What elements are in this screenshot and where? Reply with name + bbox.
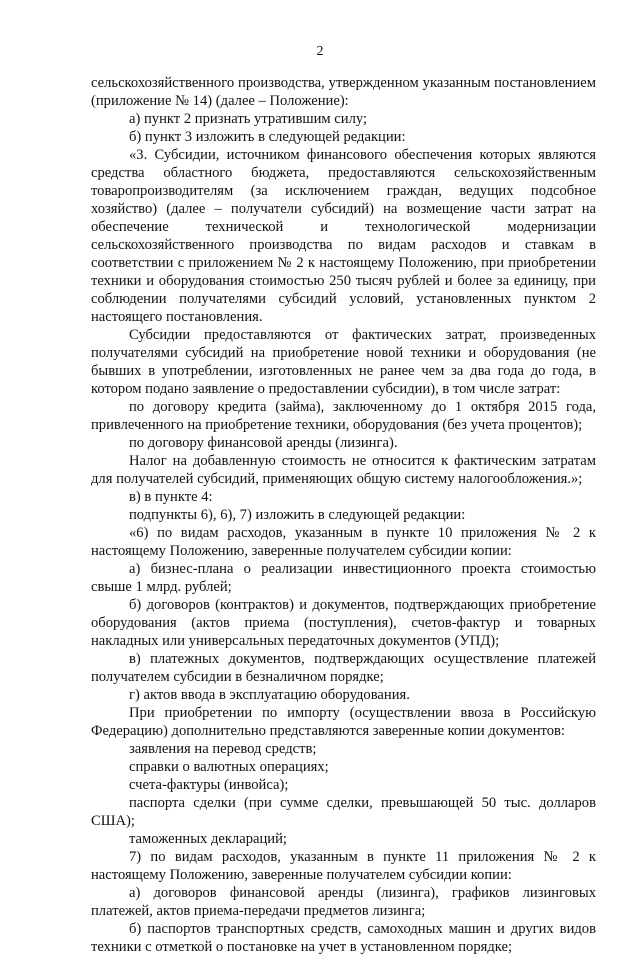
paragraph: б) договоров (контрактов) и документов, подтверждающих приобретение оборудования (актов приема (поступления), счетов-фактур и товарных накладных или универсальных передаточных документов (УПД); bbox=[91, 597, 596, 649]
paragraph: в) платежных документов, подтверждающих осуществление платежей получателем субсидии в безналичном порядке; bbox=[91, 651, 596, 685]
paragraph: Субсидии предоставляются от фактических затрат, произведенных получателями субсидий на приобретение новой техники и оборудования (не бывших в употреблении, изготовленных не ранее чем за два года до года, в котором подано заявление о предоставлении субсидии), в том числе затрат: bbox=[91, 327, 596, 397]
paragraph: справки о валютных операциях; bbox=[129, 759, 329, 775]
paragraph: по договору кредита (займа), заключенному до 1 октября 2015 года, привлеченного на приобретение техники, оборудования (без учета процентов); bbox=[91, 399, 596, 433]
paragraph: а) договоров финансовой аренды (лизинга), графиков лизинговых платежей, актов приема-передачи предметов лизинга; bbox=[91, 885, 596, 919]
paragraph: 7) по видам расходов, указанным в пункте 11 приложения № 2 к настоящему Положению, заверенные получателем субсидии копии: bbox=[91, 849, 596, 883]
paragraph: б) паспортов транспортных средств, самоходных машин и других видов техники с отметкой о постановке на учет в установленном порядке; bbox=[91, 921, 596, 955]
paragraph: в) в пункте 4: bbox=[129, 489, 213, 505]
paragraph: заявления на перевод средств; bbox=[129, 741, 317, 757]
paragraph: а) пункт 2 признать утратившим силу; bbox=[129, 111, 368, 127]
paragraph: «6) по видам расходов, указанным в пункте 10 приложения № 2 к настоящему Положению, заверенные получателем субсидии копии: bbox=[91, 525, 596, 559]
page-number: 2 bbox=[316, 44, 324, 59]
paragraph: При приобретении по импорту (осуществлении ввоза в Российскую Федерацию) дополнительно представляются заверенные копии документов: bbox=[91, 705, 596, 739]
paragraph: паспорта сделки (при сумме сделки, превышающей 50 тыс. долларов США); bbox=[91, 795, 596, 829]
paragraph: сельскохозяйственного производства, утвержденном указанным постановлением (приложение № 14) (далее – Положение): bbox=[91, 75, 596, 109]
paragraph: б) пункт 3 изложить в следующей редакции: bbox=[129, 129, 406, 145]
paragraph: по договору финансовой аренды (лизинга). bbox=[129, 435, 398, 451]
paragraph: подпункты 6), 6), 7) изложить в следующей редакции: bbox=[129, 507, 466, 523]
paragraph: счета-фактуры (инвойса); bbox=[129, 777, 289, 793]
paragraph: а) бизнес-плана о реализации инвестиционного проекта стоимостью свыше 1 млрд. рублей; bbox=[91, 561, 596, 595]
paragraph: Налог на добавленную стоимость не относится к фактическим затратам для получателей субсидий, применяющих общую систему налогообложения.»; bbox=[91, 453, 596, 487]
paragraph: «3. Субсидии, источником финансового обеспечения которых являются средства областного бюджета, предоставляются сельскохозяйственным товаропроизводителям (за исключением граждан, ведущих подсобное хозяйство) (далее – получатели субсидий) на возмещение части затрат на обеспечение технической и технологической модернизации сельскохозяйственного производства по видам расходов и ставкам в соответствии с приложением № 2 к настоящему Положению, при приобретении техники и оборудования стоимостью 250 тысяч рублей и более за единицу, при соблюдении получателями субсидий условий, установленных пунктом 2 настоящего постановления. bbox=[91, 147, 596, 325]
document-body bbox=[91, 74, 596, 956]
paragraph: таможенных деклараций; bbox=[129, 831, 287, 847]
paragraph: г) актов ввода в эксплуатацию оборудования. bbox=[129, 687, 410, 703]
